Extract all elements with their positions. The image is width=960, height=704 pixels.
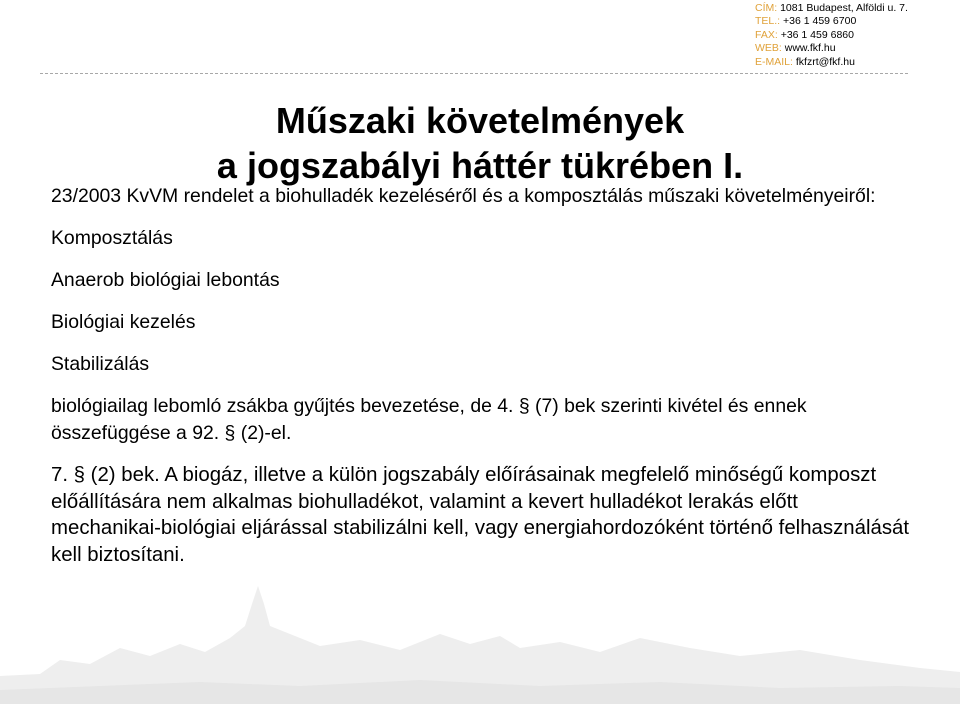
page-title xyxy=(0,98,960,188)
web-value[interactable]: www.fkf.hu xyxy=(784,42,836,55)
email-value[interactable]: fkfzrt@fkf.hu xyxy=(795,55,855,68)
address-line xyxy=(755,2,908,15)
list-item-stabilization: Stabilizálás xyxy=(51,353,150,375)
contact-block xyxy=(755,2,908,69)
title-line-2: a jogszabályi háttér tükrében I. xyxy=(216,145,744,186)
paragraph-bag-collection: biológiailag lebomló zsákba gyűjtés bevezetése, de 4. § (7) bek szerinti kivétel és ennek összefüggése a 92. § (2)-el. xyxy=(51,395,807,444)
address-label: CÍM: xyxy=(755,2,778,14)
intro-paragraph: 23/2003 KvVM rendelet a biohulladék kezeléséről és a komposztálás műszaki követelményeiről: xyxy=(51,185,876,207)
web-label: WEB: xyxy=(755,42,782,55)
tel-label: TEL.: xyxy=(755,15,781,28)
city-skyline-watermark xyxy=(0,564,960,704)
list-item-biological-treatment: Biológiai kezelés xyxy=(51,311,196,333)
tel-line xyxy=(755,15,908,28)
address-value: 1081 Budapest, Alföldi u. 7. xyxy=(780,2,908,14)
fax-value: +36 1 459 6860 xyxy=(780,28,854,41)
list-item-composting: Komposztálás xyxy=(51,227,173,249)
email-label: E-MAIL: xyxy=(755,55,793,68)
fax-label: FAX: xyxy=(755,28,778,41)
body-text xyxy=(51,183,911,568)
header-divider xyxy=(40,73,908,74)
list-item-anaerobic: Anaerob biológiai lebontás xyxy=(51,269,280,291)
email-line xyxy=(755,56,908,69)
title-line-1: Műszaki követelmények xyxy=(275,100,685,141)
web-line xyxy=(755,42,908,55)
tel-value: +36 1 459 6700 xyxy=(783,15,857,28)
fax-line xyxy=(755,29,908,42)
paragraph-section-7: 7. § (2) bek. A biogáz, illetve a külön jogszabály előírásainak megfelelő minőségű komposzt előállítására nem alkalmas biohulladékot, valamint a kevert hulladékot lerakás előtt mechanikai-biológiai eljárással stabilizálni kell, vagy energiahordozóként történő felhasználását kell biztosítani. xyxy=(51,464,910,566)
